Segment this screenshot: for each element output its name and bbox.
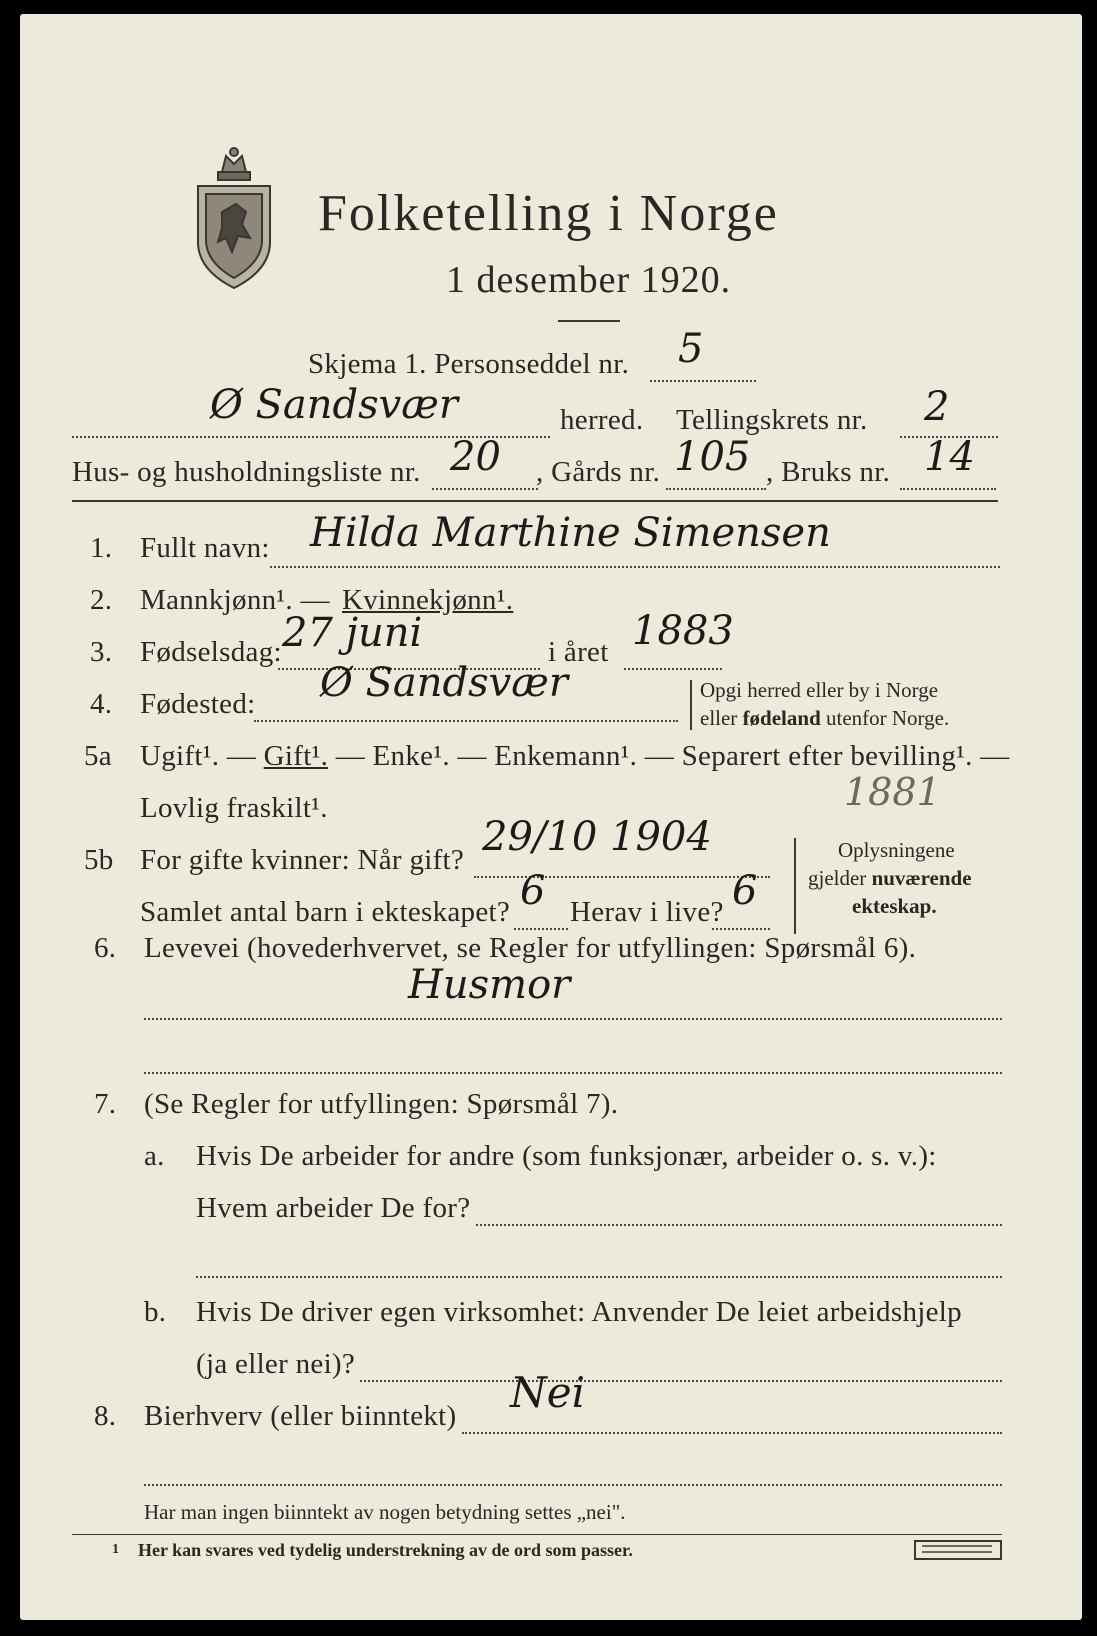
q5b-living-line xyxy=(712,928,770,930)
q1-number: 1. xyxy=(90,532,113,564)
q3-birthday-value[interactable]: 27 juni xyxy=(282,610,423,656)
q6-occupation-value[interactable]: Husmor xyxy=(408,962,571,1008)
q8-number: 8. xyxy=(94,1400,117,1432)
footer-rule xyxy=(72,1534,1002,1535)
q5b-note-brace xyxy=(794,838,796,934)
q3-year-line xyxy=(624,668,722,670)
q2-number: 2. xyxy=(90,584,113,616)
header-rule xyxy=(72,500,998,502)
gards-value[interactable]: 105 xyxy=(674,434,751,480)
q5a-number: 5a xyxy=(84,740,112,772)
q6-line1 xyxy=(144,1018,1002,1020)
q5b-married-line xyxy=(474,876,770,878)
q8-label: Bierhverv (eller biinntekt) xyxy=(144,1400,457,1432)
census-date: 1 desember 1920. xyxy=(446,259,732,301)
q8-line xyxy=(462,1432,1002,1434)
herred-value[interactable]: Ø Sandsvær xyxy=(210,382,458,428)
gards-label: , Gårds nr. xyxy=(536,456,661,488)
q5b-note-line3: ekteskap. xyxy=(852,894,937,918)
q7a-employer-line[interactable] xyxy=(476,1224,1002,1226)
q3-year-label: i året xyxy=(548,636,609,668)
q8-value[interactable]: Nei xyxy=(510,1368,586,1417)
hus-value[interactable]: 20 xyxy=(450,434,501,480)
q2-kvinnekjonn-selected[interactable]: Kvinnekjønn¹. xyxy=(342,584,514,616)
q3-year-value[interactable]: 1883 xyxy=(632,608,734,654)
q5b-married-value[interactable]: 29/10 1904 xyxy=(482,814,712,860)
form-title: Folketelling i Norge xyxy=(318,185,779,242)
q7a-letter: a. xyxy=(144,1140,165,1172)
title-divider xyxy=(558,320,620,322)
hus-line xyxy=(432,488,538,490)
q5b-living-value[interactable]: 6 xyxy=(732,868,758,914)
q5b-children-value[interactable]: 6 xyxy=(520,868,546,914)
q2-mannkjonn[interactable]: Mannkjønn¹. — xyxy=(140,584,330,616)
q6-line2 xyxy=(144,1072,1002,1074)
q7-number: 7. xyxy=(94,1088,117,1120)
footer-note: Har man ingen biinntekt av nogen betydning settes „nei". xyxy=(144,1500,626,1524)
footnote-text: Her kan svares ved tydelig understrekning av de ord som passer. xyxy=(138,1540,633,1560)
q6-label: Levevei (hovederhvervet, se Regler for utfyllingen: Spørsmål 6). xyxy=(144,932,917,964)
hus-label: Hus- og husholdningsliste nr. xyxy=(72,456,421,488)
q7a-text: Hvis De arbeider for andre (som funksjonær, arbeider o. s. v.): xyxy=(196,1140,937,1172)
q4-note-line1: Opgi herred eller by i Norge xyxy=(700,678,939,702)
q7a-employer-line2[interactable] xyxy=(196,1276,1002,1278)
q7a-line2-label: Hvem arbeider De for? xyxy=(196,1192,471,1224)
q5b-note-line1: Oplysningene xyxy=(838,838,955,862)
q1-label: Fullt navn: xyxy=(140,532,270,564)
q4-note-line2: eller fødeland utenfor Norge. xyxy=(700,706,950,730)
q8-line2 xyxy=(144,1484,1002,1486)
q7b-line2-label: (ja eller nei)? xyxy=(196,1348,356,1380)
q5b-children-label: Samlet antal barn i ekteskapet? xyxy=(140,896,511,928)
q7b-letter: b. xyxy=(144,1296,167,1328)
footnote-mark: 1 xyxy=(112,1542,119,1557)
norway-coat-of-arms-icon xyxy=(192,142,276,292)
gards-line xyxy=(666,488,766,490)
q5a-options xyxy=(140,740,1010,773)
q5b-living-label: Herav i live? xyxy=(570,896,724,928)
schema-label: Skjema 1. Personseddel nr. xyxy=(308,348,630,380)
q5a-fraskilt[interactable]: Lovlig fraskilt¹. xyxy=(140,792,328,824)
personseddel-nr-value[interactable]: 5 xyxy=(678,326,704,372)
q3-number: 3. xyxy=(90,636,113,668)
herred-label: herred. xyxy=(560,404,644,436)
q4-number: 4. xyxy=(90,688,113,720)
q7b-line[interactable] xyxy=(360,1380,1002,1382)
q3-label: Fødselsdag: xyxy=(140,636,282,668)
q5a-margin-note: 1881 xyxy=(844,770,941,814)
personseddel-line xyxy=(650,380,756,382)
tellingskrets-label: Tellingskrets nr. xyxy=(676,404,868,436)
q5b-label: For gifte kvinner: Når gift? xyxy=(140,844,465,876)
q5b-note-line2: gjelder nuværende xyxy=(808,866,972,890)
q5b-children-line xyxy=(514,928,568,930)
q7b-text: Hvis De driver egen virksomhet: Anvender De leiet arbeidshjelp xyxy=(196,1296,962,1328)
q5b-number: 5b xyxy=(84,844,114,876)
q7-label: (Se Regler for utfyllingen: Spørsmål 7). xyxy=(144,1088,619,1120)
q4-label: Fødested: xyxy=(140,688,256,720)
q5a-other-options[interactable]: — Enke¹. — Enkemann¹. — Separert efter bevilling¹. — xyxy=(328,740,1010,772)
bruks-line xyxy=(900,488,996,490)
printer-stamp-icon xyxy=(914,1540,1002,1560)
q1-full-name-value[interactable]: Hilda Marthine Simensen xyxy=(310,510,831,556)
bruks-label: , Bruks nr. xyxy=(766,456,891,488)
census-form-page xyxy=(20,14,1082,1620)
bruks-value[interactable]: 14 xyxy=(924,434,975,480)
tellingskrets-value[interactable]: 2 xyxy=(924,384,950,430)
q5a-ugift[interactable]: Ugift¹. — xyxy=(140,740,264,772)
q1-line xyxy=(270,566,1000,568)
q4-birthplace-value[interactable]: Ø Sandsvær xyxy=(320,660,568,706)
q5a-gift-selected[interactable]: Gift¹. xyxy=(263,740,329,772)
q6-number: 6. xyxy=(94,932,117,964)
q4-line xyxy=(254,720,678,722)
q4-note-brace xyxy=(690,680,692,730)
